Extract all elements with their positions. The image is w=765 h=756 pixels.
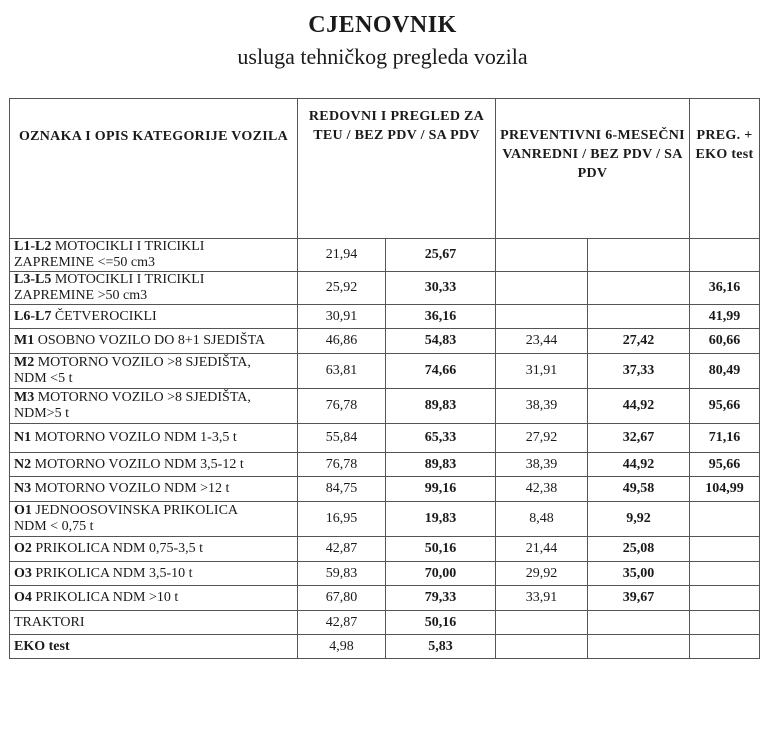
table-row: [10, 424, 760, 453]
eko-price: 41,99: [690, 305, 760, 329]
regular-gross-price: 5,83: [386, 635, 496, 659]
category-code: O3: [14, 565, 32, 581]
regular-gross-price: 30,33: [386, 272, 496, 305]
category-cell: [10, 611, 298, 635]
category-cell: [10, 239, 298, 272]
category-code: L1-L2: [14, 239, 52, 254]
category-code: N2: [14, 456, 32, 472]
regular-gross-price: 19,83: [386, 502, 496, 537]
category-description: MOTORNO VOZILO >8 SJEDIŠTA,: [37, 390, 251, 405]
eko-price: 95,66: [690, 389, 760, 424]
category-description: MOTORNO VOZILO NDM 3,5-12 t: [34, 456, 244, 472]
preventive-gross-price: 27,42: [588, 329, 690, 354]
category-description-line2: NDM < 0,75 t: [14, 519, 94, 534]
eko-price: 80,49: [690, 354, 760, 389]
preventive-gross-price: [588, 635, 690, 659]
regular-gross-price: 89,83: [386, 389, 496, 424]
preventive-net-price: 29,92: [496, 562, 588, 586]
category-code: EKO test: [14, 638, 70, 654]
regular-gross-price: 50,16: [386, 611, 496, 635]
category-description-line2: NDM <5 t: [14, 371, 73, 386]
eko-price: 60,66: [690, 329, 760, 354]
preventive-gross-price: 44,92: [588, 389, 690, 424]
regular-gross-price: 99,16: [386, 477, 496, 502]
category-description: PRIKOLICA NDM 0,75-3,5 t: [35, 541, 204, 556]
eko-price: 95,66: [690, 453, 760, 477]
preventive-gross-price: [588, 305, 690, 329]
category-cell: [10, 389, 298, 424]
preventive-net-price: 27,92: [496, 424, 588, 453]
regular-net-price: 46,86: [298, 329, 386, 354]
preventive-net-price: 31,91: [496, 354, 588, 389]
category-cell: [10, 537, 298, 562]
table-row: [10, 239, 760, 272]
category-cell: [10, 424, 298, 453]
category-description-line2: ZAPREMINE >50 cm3: [14, 288, 148, 303]
column-header-category: OZNAKA I OPIS KATEGORIJE VOZILA: [10, 99, 298, 239]
category-cell: [10, 586, 298, 611]
category-cell: [10, 502, 298, 537]
category-cell: [10, 453, 298, 477]
eko-price: [690, 537, 760, 562]
category-code: M1: [14, 333, 35, 348]
preventive-net-price: 38,39: [496, 453, 588, 477]
eko-price: [690, 502, 760, 537]
regular-gross-price: 70,00: [386, 562, 496, 586]
column-header-preventive: PREVENTIVNI 6-MESEČNI VANREDNI / BEZ PDV / SA PDV: [496, 99, 690, 239]
table-row: [10, 329, 760, 354]
eko-price: 71,16: [690, 424, 760, 453]
regular-net-price: 76,78: [298, 389, 386, 424]
category-cell: [10, 329, 298, 354]
preventive-gross-price: 35,00: [588, 562, 690, 586]
regular-net-price: 76,78: [298, 453, 386, 477]
regular-net-price: 4,98: [298, 635, 386, 659]
category-code: N3: [14, 481, 32, 496]
table-body: [10, 239, 760, 659]
preventive-gross-price: 9,92: [588, 502, 690, 537]
table-row: [10, 389, 760, 424]
category-code: O1: [14, 503, 32, 518]
price-table: [9, 98, 760, 659]
category-description-line2: ZAPREMINE <=50 cm3: [14, 255, 156, 270]
eko-price: [690, 611, 760, 635]
table-row: [10, 611, 760, 635]
regular-net-price: 67,80: [298, 586, 386, 611]
category-description: MOTORNO VOZILO >8 SJEDIŠTA,: [37, 355, 251, 370]
preventive-gross-price: [588, 611, 690, 635]
regular-net-price: 42,87: [298, 611, 386, 635]
category-code: L3-L5: [14, 272, 52, 287]
category-code: M3: [14, 390, 35, 405]
category-description: MOTOCIKLI I TRICIKLI: [54, 272, 205, 287]
regular-gross-price: 25,67: [386, 239, 496, 272]
category-code: M2: [14, 355, 35, 370]
category-code: O4: [14, 590, 32, 605]
table-row: [10, 305, 760, 329]
regular-net-price: 84,75: [298, 477, 386, 502]
eko-price: [690, 562, 760, 586]
category-cell: [10, 354, 298, 389]
regular-net-price: 25,92: [298, 272, 386, 305]
preventive-net-price: 33,91: [496, 586, 588, 611]
table-row: [10, 502, 760, 537]
preventive-net-price: [496, 272, 588, 305]
preventive-net-price: 8,48: [496, 502, 588, 537]
regular-gross-price: 65,33: [386, 424, 496, 453]
preventive-net-price: 21,44: [496, 537, 588, 562]
regular-net-price: 55,84: [298, 424, 386, 453]
regular-net-price: 63,81: [298, 354, 386, 389]
preventive-net-price: [496, 305, 588, 329]
category-description: OSOBNO VOZILO DO 8+1 SJEDIŠTA: [37, 333, 266, 348]
table-row: [10, 453, 760, 477]
table-row: [10, 635, 760, 659]
regular-gross-price: 50,16: [386, 537, 496, 562]
category-description: ČETVEROCIKLI: [54, 308, 157, 324]
page-subtitle: usluga tehničkog pregleda vozila: [237, 44, 528, 69]
regular-net-price: 42,87: [298, 537, 386, 562]
regular-gross-price: 36,16: [386, 305, 496, 329]
regular-gross-price: 54,83: [386, 329, 496, 354]
preventive-gross-price: 39,67: [588, 586, 690, 611]
table-row: [10, 354, 760, 389]
preventive-net-price: 38,39: [496, 389, 588, 424]
header-row: [10, 99, 760, 239]
column-header-regular: REDOVNI I PREGLED ZA TEU / BEZ PDV / SA PDV: [298, 99, 496, 239]
preventive-gross-price: [588, 272, 690, 305]
category-description: MOTORNO VOZILO NDM 1-3,5 t: [34, 430, 237, 445]
category-description: MOTOCIKLI I TRICIKLI: [54, 239, 205, 254]
preventive-gross-price: 49,58: [588, 477, 690, 502]
preventive-net-price: [496, 239, 588, 272]
page-title: CJENOVNIK: [308, 12, 457, 38]
table-row: [10, 586, 760, 611]
eko-price: [690, 586, 760, 611]
table-row: [10, 562, 760, 586]
category-description: MOTORNO VOZILO NDM >12 t: [34, 481, 230, 496]
category-code: O2: [14, 541, 32, 556]
preventive-gross-price: 25,08: [588, 537, 690, 562]
preventive-net-price: [496, 635, 588, 659]
preventive-gross-price: [588, 239, 690, 272]
preventive-gross-price: 32,67: [588, 424, 690, 453]
regular-gross-price: 79,33: [386, 586, 496, 611]
category-cell: [10, 305, 298, 329]
category-description: PRIKOLICA NDM >10 t: [35, 590, 179, 605]
category-cell: [10, 562, 298, 586]
preventive-net-price: 23,44: [496, 329, 588, 354]
eko-price: 104,99: [690, 477, 760, 502]
table-row: [10, 477, 760, 502]
regular-gross-price: 89,83: [386, 453, 496, 477]
table-row: [10, 537, 760, 562]
category-code: N1: [14, 430, 32, 445]
category-description-line2: NDM>5 t: [14, 406, 69, 421]
column-header-eko: PREG. + EKO test: [690, 99, 760, 239]
category-cell: [10, 477, 298, 502]
regular-net-price: 30,91: [298, 305, 386, 329]
preventive-gross-price: 37,33: [588, 354, 690, 389]
preventive-net-price: 42,38: [496, 477, 588, 502]
regular-gross-price: 74,66: [386, 354, 496, 389]
category-description: PRIKOLICA NDM 3,5-10 t: [35, 565, 193, 581]
category-cell: [10, 635, 298, 659]
regular-net-price: 59,83: [298, 562, 386, 586]
category-description: JEDNOOSOVINSKA PRIKOLICA: [35, 503, 239, 518]
eko-price: 36,16: [690, 272, 760, 305]
eko-price: [690, 239, 760, 272]
eko-price: [690, 635, 760, 659]
category-description: TRAKTORI: [14, 614, 85, 630]
preventive-net-price: [496, 611, 588, 635]
category-cell: [10, 272, 298, 305]
regular-net-price: 16,95: [298, 502, 386, 537]
table-row: [10, 272, 760, 305]
preventive-gross-price: 44,92: [588, 453, 690, 477]
regular-net-price: 21,94: [298, 239, 386, 272]
category-code: L6-L7: [14, 308, 52, 324]
